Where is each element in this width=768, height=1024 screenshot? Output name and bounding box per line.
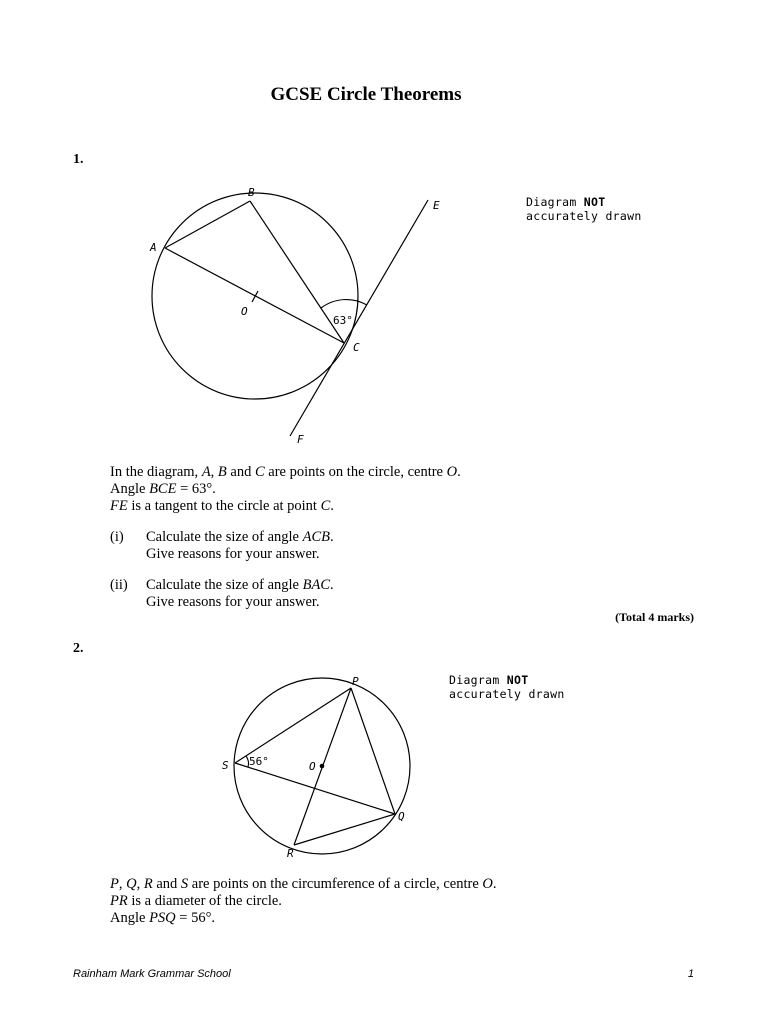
q1-label-o: O <box>241 305 248 318</box>
text-run: . <box>330 529 334 545</box>
q2-label-s: S <box>222 759 229 772</box>
text-run: = 63°. <box>176 481 216 497</box>
q2-chord-pq <box>351 688 395 814</box>
q1-part-i-roman: (i) <box>110 529 124 545</box>
q1-angle-label: 63° <box>333 314 353 327</box>
q1-note-line2: accurately drawn <box>526 209 642 223</box>
math-variable: S <box>180 876 189 892</box>
text-run: . <box>457 464 461 480</box>
q2-angle-label: 56° <box>249 755 269 768</box>
q1-part-ii-roman: (ii) <box>110 577 128 593</box>
q2-note-text: Diagram <box>449 673 507 687</box>
q2-stem-line-1 <box>110 876 497 893</box>
math-variable: C <box>320 498 331 514</box>
q1-label-e: E <box>433 199 440 212</box>
text-run: Angle <box>110 910 150 926</box>
text-run: is a diameter of the circle. <box>127 893 282 909</box>
q1-note-bold: NOT <box>583 195 606 209</box>
text-run: , <box>118 876 127 892</box>
text-run: are points on the circumference of a circle, centre <box>188 876 483 892</box>
q1-total-marks: (Total 4 marks) <box>615 610 694 624</box>
page-title: GCSE Circle Theorems <box>270 84 462 105</box>
q2-label-q: Q <box>398 810 405 823</box>
text-run: . <box>492 876 497 892</box>
q1-label-c: C <box>353 341 360 354</box>
question-2-number: 2. <box>73 641 84 656</box>
q2-label-o: O <box>309 760 316 773</box>
math-variable: FE <box>110 498 128 514</box>
text-run: . <box>330 498 334 514</box>
q2-label-p: P <box>352 675 359 688</box>
text-run: , <box>210 464 218 480</box>
text-run: = 56°. <box>175 910 216 926</box>
footer-page-number: 1 <box>687 968 694 980</box>
q2-note-line2: accurately drawn <box>449 687 565 701</box>
math-variable: O <box>446 464 458 480</box>
text-run: Calculate the size of angle <box>146 529 303 545</box>
text-run: , <box>136 876 144 892</box>
math-variable: PR <box>110 893 128 909</box>
math-variable: A <box>201 464 211 480</box>
q2-stem <box>110 876 497 927</box>
math-variable: PSQ <box>149 910 176 926</box>
math-variable: R <box>143 876 153 892</box>
math-variable: BCE <box>149 481 177 497</box>
footer-school-name: Rainham Mark Grammar School <box>73 968 231 980</box>
math-variable: Q <box>126 876 137 892</box>
text-run: Calculate the size of angle <box>146 577 303 593</box>
math-variable: ACB <box>302 529 331 545</box>
q1-part-i-instruction: Give reasons for your answer. <box>146 546 320 562</box>
q2-note-bold: NOT <box>506 673 529 687</box>
math-variable: P <box>110 876 119 892</box>
q2-diagram-note <box>449 673 565 701</box>
text-run: Angle <box>110 481 150 497</box>
math-variable: C <box>254 464 265 480</box>
q2-chord-rq <box>294 814 395 845</box>
math-variable: BAC <box>302 577 331 593</box>
q2-chord-sp <box>235 688 351 763</box>
q1-label-b: B <box>248 186 255 199</box>
q2-stem-line-2 <box>110 893 497 910</box>
text-run: and <box>226 464 255 480</box>
text-run: . <box>330 577 334 593</box>
q2-label-r: R <box>287 847 294 860</box>
q2-stem-line-3 <box>110 910 497 927</box>
q1-label-f: F <box>297 433 304 446</box>
q1-label-a: A <box>150 241 157 254</box>
text-run: is a tangent to the circle at point <box>127 498 321 514</box>
q1-part-ii-instruction: Give reasons for your answer. <box>146 594 320 610</box>
text-run: In the diagram, <box>110 464 202 480</box>
math-variable: B <box>217 464 227 480</box>
question-1-number: 1. <box>73 152 84 167</box>
q1-note-text: Diagram <box>526 195 584 209</box>
q2-centre-dot <box>320 764 325 769</box>
math-variable: O <box>482 876 493 892</box>
text-run: and <box>152 876 181 892</box>
text-run: are points on the circle, centre <box>264 464 447 480</box>
